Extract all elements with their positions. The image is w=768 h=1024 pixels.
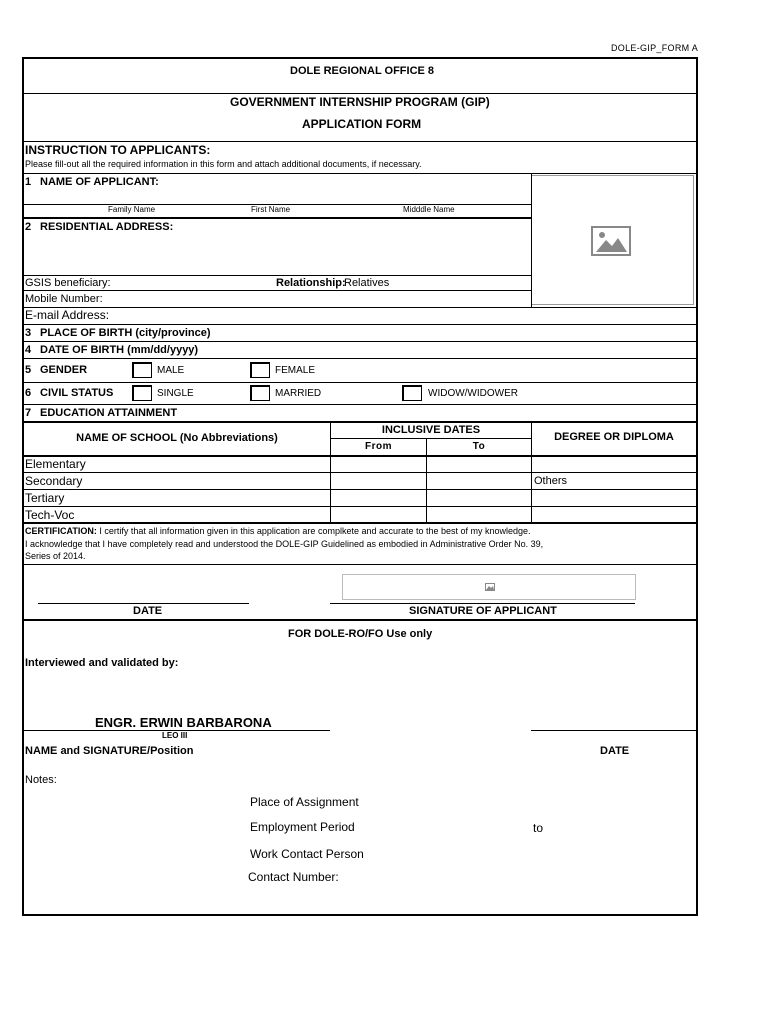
certification-line1	[25, 526, 531, 536]
edu-level-elementary: Elementary	[25, 457, 86, 471]
photo-box[interactable]	[531, 175, 694, 305]
certification-line3: Series of 2014.	[25, 551, 86, 561]
email-field[interactable]	[120, 309, 690, 323]
employment-to-label: to	[533, 821, 544, 835]
mobile-field[interactable]	[120, 292, 530, 306]
married-checkbox[interactable]	[250, 385, 270, 401]
education-label: EDUCATION ATTAINMENT	[40, 407, 178, 419]
signature-image-box[interactable]	[342, 574, 636, 600]
gender-num: 5	[25, 364, 32, 376]
program-title: GOVERNMENT INTERNSHIP PROGRAM (GIP)	[230, 95, 490, 109]
col-degree-header: DEGREE OR DIPLOMA	[554, 431, 674, 443]
date-label: DATE	[133, 605, 163, 617]
edu-level-techvoc: Tech-Voc	[25, 508, 75, 522]
first-name-label: First Name	[251, 205, 291, 214]
address-label-num: 2	[25, 221, 32, 233]
gsis-label: GSIS beneficiary:	[25, 277, 111, 289]
widow-label: WIDOW/WIDOWER	[428, 388, 518, 399]
work-contact-label: Work Contact Person	[250, 847, 364, 861]
mobile-label: Mobile Number:	[25, 293, 103, 305]
gender-label: GENDER	[40, 364, 88, 376]
birthplace-num: 3	[25, 327, 32, 339]
male-label: MALE	[157, 365, 185, 376]
col-school-header: NAME OF SCHOOL (No Abbreviations)	[76, 432, 278, 444]
form-title: APPLICATION FORM	[302, 117, 422, 131]
civil-num: 6	[25, 387, 32, 399]
officer-position: LEO III	[162, 731, 188, 740]
address-field[interactable]	[24, 236, 530, 274]
family-name-label: Family Name	[108, 205, 156, 214]
certification-text1: I certify that all information given in this application are complkete and accurate to the best of my knowledge.	[96, 526, 531, 536]
edu-level-tertiary: Tertiary	[25, 491, 65, 505]
male-checkbox[interactable]	[132, 362, 152, 378]
middle-name-label: Midddle Name	[403, 205, 455, 214]
instructions-heading: INSTRUCTION TO APPLICANTS:	[25, 143, 211, 157]
education-num: 7	[25, 407, 32, 419]
certification-line2: I acknowledge that I have completely read and understood the DOLE-GIP Guidelined as embodied in Administrative Order No. 39,	[25, 539, 544, 549]
signature-label: SIGNATURE OF APPLICANT	[409, 605, 557, 617]
birthdate-field[interactable]	[220, 343, 690, 357]
birthdate-label: DATE OF BIRTH (mm/dd/yyyy)	[40, 344, 199, 356]
birthplace-label: PLACE OF BIRTH (city/province)	[40, 327, 211, 339]
edu-level-secondary: Secondary	[25, 474, 83, 488]
birthdate-num: 4	[25, 344, 32, 356]
name-signature-label: NAME and SIGNATURE/Position	[25, 745, 194, 757]
image-placeholder-small-icon	[485, 583, 495, 591]
birthplace-field[interactable]	[220, 326, 690, 340]
female-label: FEMALE	[275, 365, 316, 376]
image-placeholder-icon	[591, 226, 631, 256]
office-date-label: DATE	[600, 745, 630, 757]
office-title: DOLE REGIONAL OFFICE 8	[290, 65, 435, 77]
place-assignment-label: Place of Assignment	[250, 795, 359, 809]
office-use-title: FOR DOLE-RO/FO Use only	[288, 628, 433, 640]
form-code: DOLE-GIP_FORM A	[611, 43, 699, 53]
officer-name: ENGR. ERWIN BARBARONA	[95, 715, 272, 730]
married-label: MARRIED	[275, 388, 322, 399]
single-label: SINGLE	[157, 388, 194, 399]
civil-label: CIVIL STATUS	[40, 387, 114, 399]
col-dates-header: INCLUSIVE DATES	[381, 424, 481, 436]
edu-degree-secondary[interactable]: Others	[534, 475, 568, 487]
interviewed-label: Interviewed and validated by:	[25, 657, 179, 669]
email-label: E-mail Address:	[25, 308, 110, 322]
col-from-header: From	[365, 441, 392, 452]
name-label-num: 1	[25, 176, 32, 188]
col-to-header: To	[472, 441, 486, 452]
single-checkbox[interactable]	[132, 385, 152, 401]
applicant-name-field[interactable]	[24, 190, 530, 204]
employment-period-label: Employment Period	[250, 820, 355, 834]
relationship-label: Relationship:	[276, 277, 346, 289]
certification-label: CERTIFICATION:	[25, 526, 97, 536]
name-label: NAME OF APPLICANT:	[40, 176, 159, 188]
widow-checkbox[interactable]	[402, 385, 422, 401]
notes-label: Notes:	[25, 774, 57, 786]
instructions-text: Please fill-out all the required information in this form and attach additional documents, if necessary.	[25, 159, 422, 169]
relationship-value[interactable]: Relatives	[344, 277, 390, 289]
female-checkbox[interactable]	[250, 362, 270, 378]
address-label: RESIDENTIAL ADDRESS:	[40, 221, 174, 233]
contact-number-label: Contact Number:	[248, 870, 339, 884]
